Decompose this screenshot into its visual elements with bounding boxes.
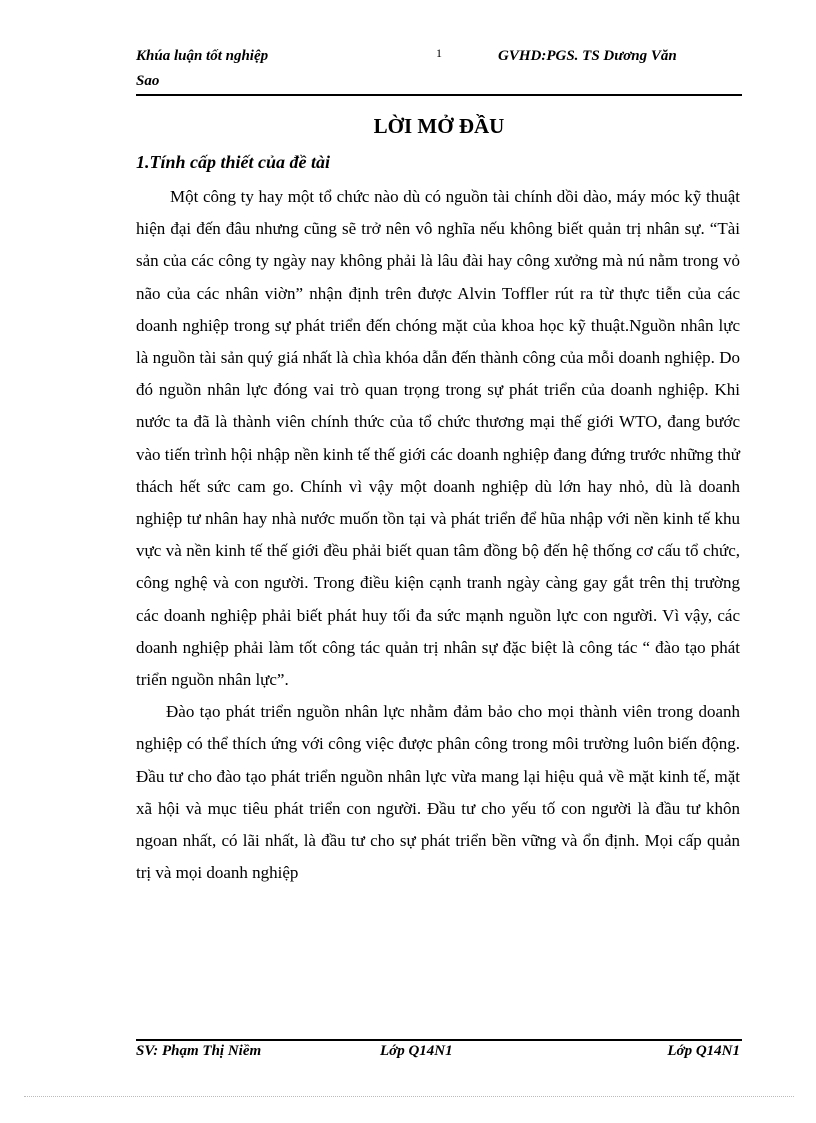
paragraph-2: Đào tạo phát triển nguồn nhân lực nhằm đảm bảo cho mọi thành viên trong doanh nghiệp có thể thích ứng với công việc được phân công trong môi trường luôn biến động. Đầu tư cho đào tạo phát triển nguồn nhân lực vừa mang lại hiệu quả về mặt kinh tế, mặt xã hội và mục tiêu phát triển con người. Đầu tư cho yếu tố con người là đầu tư khôn ngoan nhất, có lãi nhất, là đầu tư cho sự phát triển bền vững và ổn định. Mọi cấp quản trị và mọi doanh nghiệp [136,702,740,883]
header-thesis-label-continued: Sao [136,73,160,89]
document-title: LỜI MỞ ĐẦU [373,114,505,138]
page-bottom-border [24,1096,794,1097]
footer-student: SV: Phạm Thị Niềm [136,1043,262,1059]
header-advisor: GVHD:PGS. TS Dương Văn [498,48,677,64]
header-thesis-label: Khúa luận tốt nghiệp [136,48,269,64]
footer-divider [136,1039,742,1041]
header-left [136,44,336,94]
paragraph-1: Một công ty hay một tổ chức nào dù có nguồn tài chính dồi dào, máy móc kỹ thuật hiện đại đến đâu nhưng cũng sẽ trở nên vô nghĩa nếu không biết quản trị nhân sự. “Tài sản của các công ty ngày nay không phải là lâu đài hay công xưởng mà nú nằm trong vỏ não của các nhân viờn” nhận định trên được Alvin Toffler rút ra từ thực tiễn của các doanh nghiệp trong sự phát triển đến chóng mặt của khoa học kỹ thuật.Nguồn nhân lực là nguồn tài sản quý giá nhất là chìa khóa dẫn đến thành công của mỗi doanh nghiệp. Do đó nguồn nhân lực đóng vai trò quan trọng trong sự phát triển của doanh nghiệp. Khi nước ta đã là thành viên chính thức của tổ chức thương mại thế giới WTO, đang bước vào tiến trình hội nhập nền kinh tế thế giới các doanh nghiệp đang đứng trước những thử thách hết sức cam go. Chính vì vậy một doanh nghiệp dù lớn hay nhỏ, dù là doanh nghiệp tư nhân hay nhà nước muốn tồn tại và phát triển để hũa nhập với nền kinh tế khu vực và nền kinh tế thế giới đều phải biết quan tâm đồng bộ đến hệ thống cơ cấu tổ chức, công nghệ và con người. Trong điều kiện cạnh tranh ngày càng gay gắt trên thị trường các doanh nghiệp phải biết phát huy tối đa sức mạnh nguồn lực con người. Vì vậy, các doanh nghiệp phải làm tốt công tác quản trị nhân sự đặc biệt là công tác “ đào tạo phát triển nguồn nhân lực”. [136,187,740,690]
page-number: 1 [436,46,442,60]
page-header [136,44,742,94]
footer-class-middle: Lớp Q14N1 [380,1043,453,1059]
header-divider [136,94,742,96]
body-text [136,181,740,889]
footer-class-right: Lớp Q14N1 [667,1043,740,1059]
section-heading: 1.Tính cấp thiết của đề tài [136,152,331,172]
